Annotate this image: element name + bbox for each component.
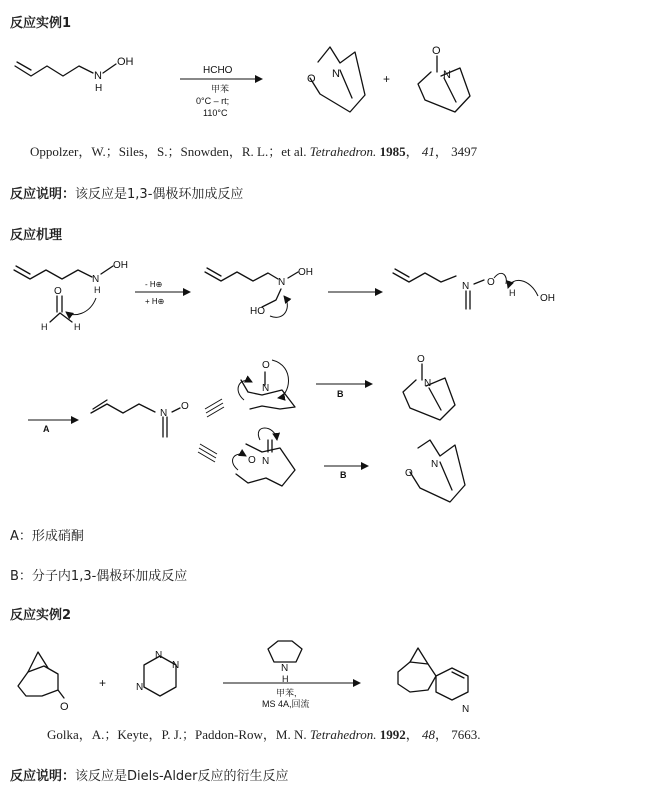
resonance-symbol-2: [198, 444, 217, 462]
mechanism-protonated-nitrone: [393, 269, 555, 309]
svg-text:OH: OH: [117, 56, 134, 68]
note-label: 反应说明：: [10, 769, 76, 784]
mechanism-product-bridged: [403, 354, 455, 420]
svg-text:N: N: [431, 459, 439, 470]
svg-text:N: N: [262, 456, 270, 467]
mechanism-arrow-A: [28, 420, 78, 434]
svg-text:OH: OH: [298, 267, 313, 278]
mechanism-hemiaminal: [205, 267, 313, 317]
legend-a: A：形成硝酮: [10, 529, 84, 544]
example2-heading: 反应实例2: [10, 608, 72, 623]
svg-text:OH: OH: [113, 260, 128, 271]
ref-journal: Tetrahedron.: [309, 144, 377, 159]
reaction-arrow-2: [223, 683, 360, 709]
svg-text:O: O: [262, 360, 270, 371]
mechanism-arrow-B-lower: [324, 466, 368, 480]
svg-text:H: H: [509, 288, 516, 298]
reactant-hydroxylamine: [15, 56, 134, 94]
svg-text:N: N: [443, 69, 451, 81]
svg-text:MS 4A,回流: MS 4A,回流: [262, 699, 310, 709]
ref-volume: 48: [421, 727, 435, 742]
ref-volume: 41: [421, 144, 435, 159]
example2-reference: Golka，A.；Keyte，P. J.；Paddon-Row，M. N. Tetrahedron. 1992， 48， 7663.: [47, 727, 481, 742]
reactant-norbornanone: [18, 652, 69, 713]
svg-text:0°C – rt;: 0°C – rt;: [196, 96, 230, 106]
svg-text:O: O: [307, 73, 316, 85]
plus-sign-1: +: [383, 72, 391, 86]
svg-text:O: O: [417, 354, 425, 365]
plus-sign-2: +: [99, 676, 107, 690]
mechanism-arrow-1: [135, 280, 190, 306]
svg-text:H: H: [41, 322, 48, 332]
product-cyclopentapyridine: [398, 648, 469, 715]
svg-text:HCHO: HCHO: [203, 65, 233, 76]
svg-text:- H⊕: - H⊕: [145, 280, 163, 289]
resonance-symbol-1: [205, 399, 224, 417]
svg-text:O: O: [60, 701, 69, 713]
svg-text:N: N: [92, 274, 100, 285]
reaction-arrow-1: [180, 65, 262, 118]
ref-page: 3497: [451, 144, 478, 159]
svg-text:OH: OH: [540, 293, 555, 304]
svg-text:N: N: [172, 660, 180, 671]
ref-year: 1992: [379, 727, 406, 742]
ref-journal: Tetrahedron.: [309, 727, 377, 742]
ref-page: 7663.: [451, 727, 481, 742]
svg-text:HO: HO: [250, 306, 265, 317]
mechanism-product-fused: [405, 440, 465, 502]
svg-text:N: N: [155, 650, 163, 661]
mechanism-nitrone: [91, 400, 189, 437]
svg-text:甲苯,: 甲苯,: [276, 688, 297, 698]
svg-text:N: N: [278, 277, 286, 288]
note-text: 该反应是1,3-偶极环加成反应: [75, 187, 244, 202]
svg-text:N: N: [262, 383, 270, 394]
svg-text:H: H: [74, 322, 81, 332]
svg-text:N: N: [136, 682, 144, 693]
svg-text:B: B: [337, 389, 344, 399]
svg-text:N: N: [281, 663, 289, 674]
ref-authors: Oppolzer，W.；Siles，S.；Snowden，R. L.；et al.: [30, 144, 307, 159]
svg-text:N: N: [160, 408, 168, 419]
svg-text:N: N: [424, 378, 432, 389]
transition-state-upper: [238, 360, 295, 409]
svg-text:甲苯: 甲苯: [211, 84, 230, 94]
svg-text:N: N: [462, 704, 470, 715]
ref-authors: Golka，A.；Keyte，P. J.；Paddon-Row，M. N.: [47, 727, 307, 742]
mechanism-arrow-B-upper: [316, 384, 372, 399]
product-isoxazolidine-1: [307, 47, 365, 112]
ref-year: 1985: [379, 144, 406, 159]
svg-text:110°C: 110°C: [203, 108, 228, 118]
svg-text:B: B: [340, 470, 347, 480]
svg-text:N: N: [94, 70, 102, 82]
svg-text:O: O: [181, 401, 189, 412]
note-text: 该反应是Diels-Alder反应的衍生反应: [75, 769, 289, 784]
svg-text:H: H: [282, 674, 289, 684]
svg-text:H: H: [94, 285, 101, 295]
transition-state-lower: [233, 428, 295, 486]
product-isoxazolidine-2: [418, 45, 470, 112]
mechanism-heading: 反应机理: [10, 228, 63, 243]
svg-text:N: N: [332, 68, 340, 80]
example1-heading: 反应实例1: [10, 16, 72, 31]
svg-text:H: H: [95, 83, 103, 94]
svg-text:O: O: [405, 468, 413, 479]
legend-b: B：分子内1,3-偶极环加成反应: [10, 569, 188, 584]
example1-reference: Oppolzer，W.；Siles，S.；Snowden，R. L.；et al. Tetrahedron. 1985， 41， 3497: [30, 144, 478, 159]
mechanism-step1-reactants: [14, 260, 128, 332]
reagent-pyrrolidine: [268, 641, 302, 684]
svg-text:O: O: [54, 286, 62, 297]
svg-text:A: A: [43, 424, 50, 434]
svg-text:N: N: [462, 281, 470, 292]
svg-text:+ H⊕: + H⊕: [145, 297, 165, 306]
svg-text:O: O: [248, 455, 256, 466]
svg-text:O: O: [432, 45, 441, 57]
reactant-triazine: [136, 650, 179, 696]
note-label: 反应说明：: [10, 187, 76, 202]
svg-text:O: O: [487, 277, 495, 288]
